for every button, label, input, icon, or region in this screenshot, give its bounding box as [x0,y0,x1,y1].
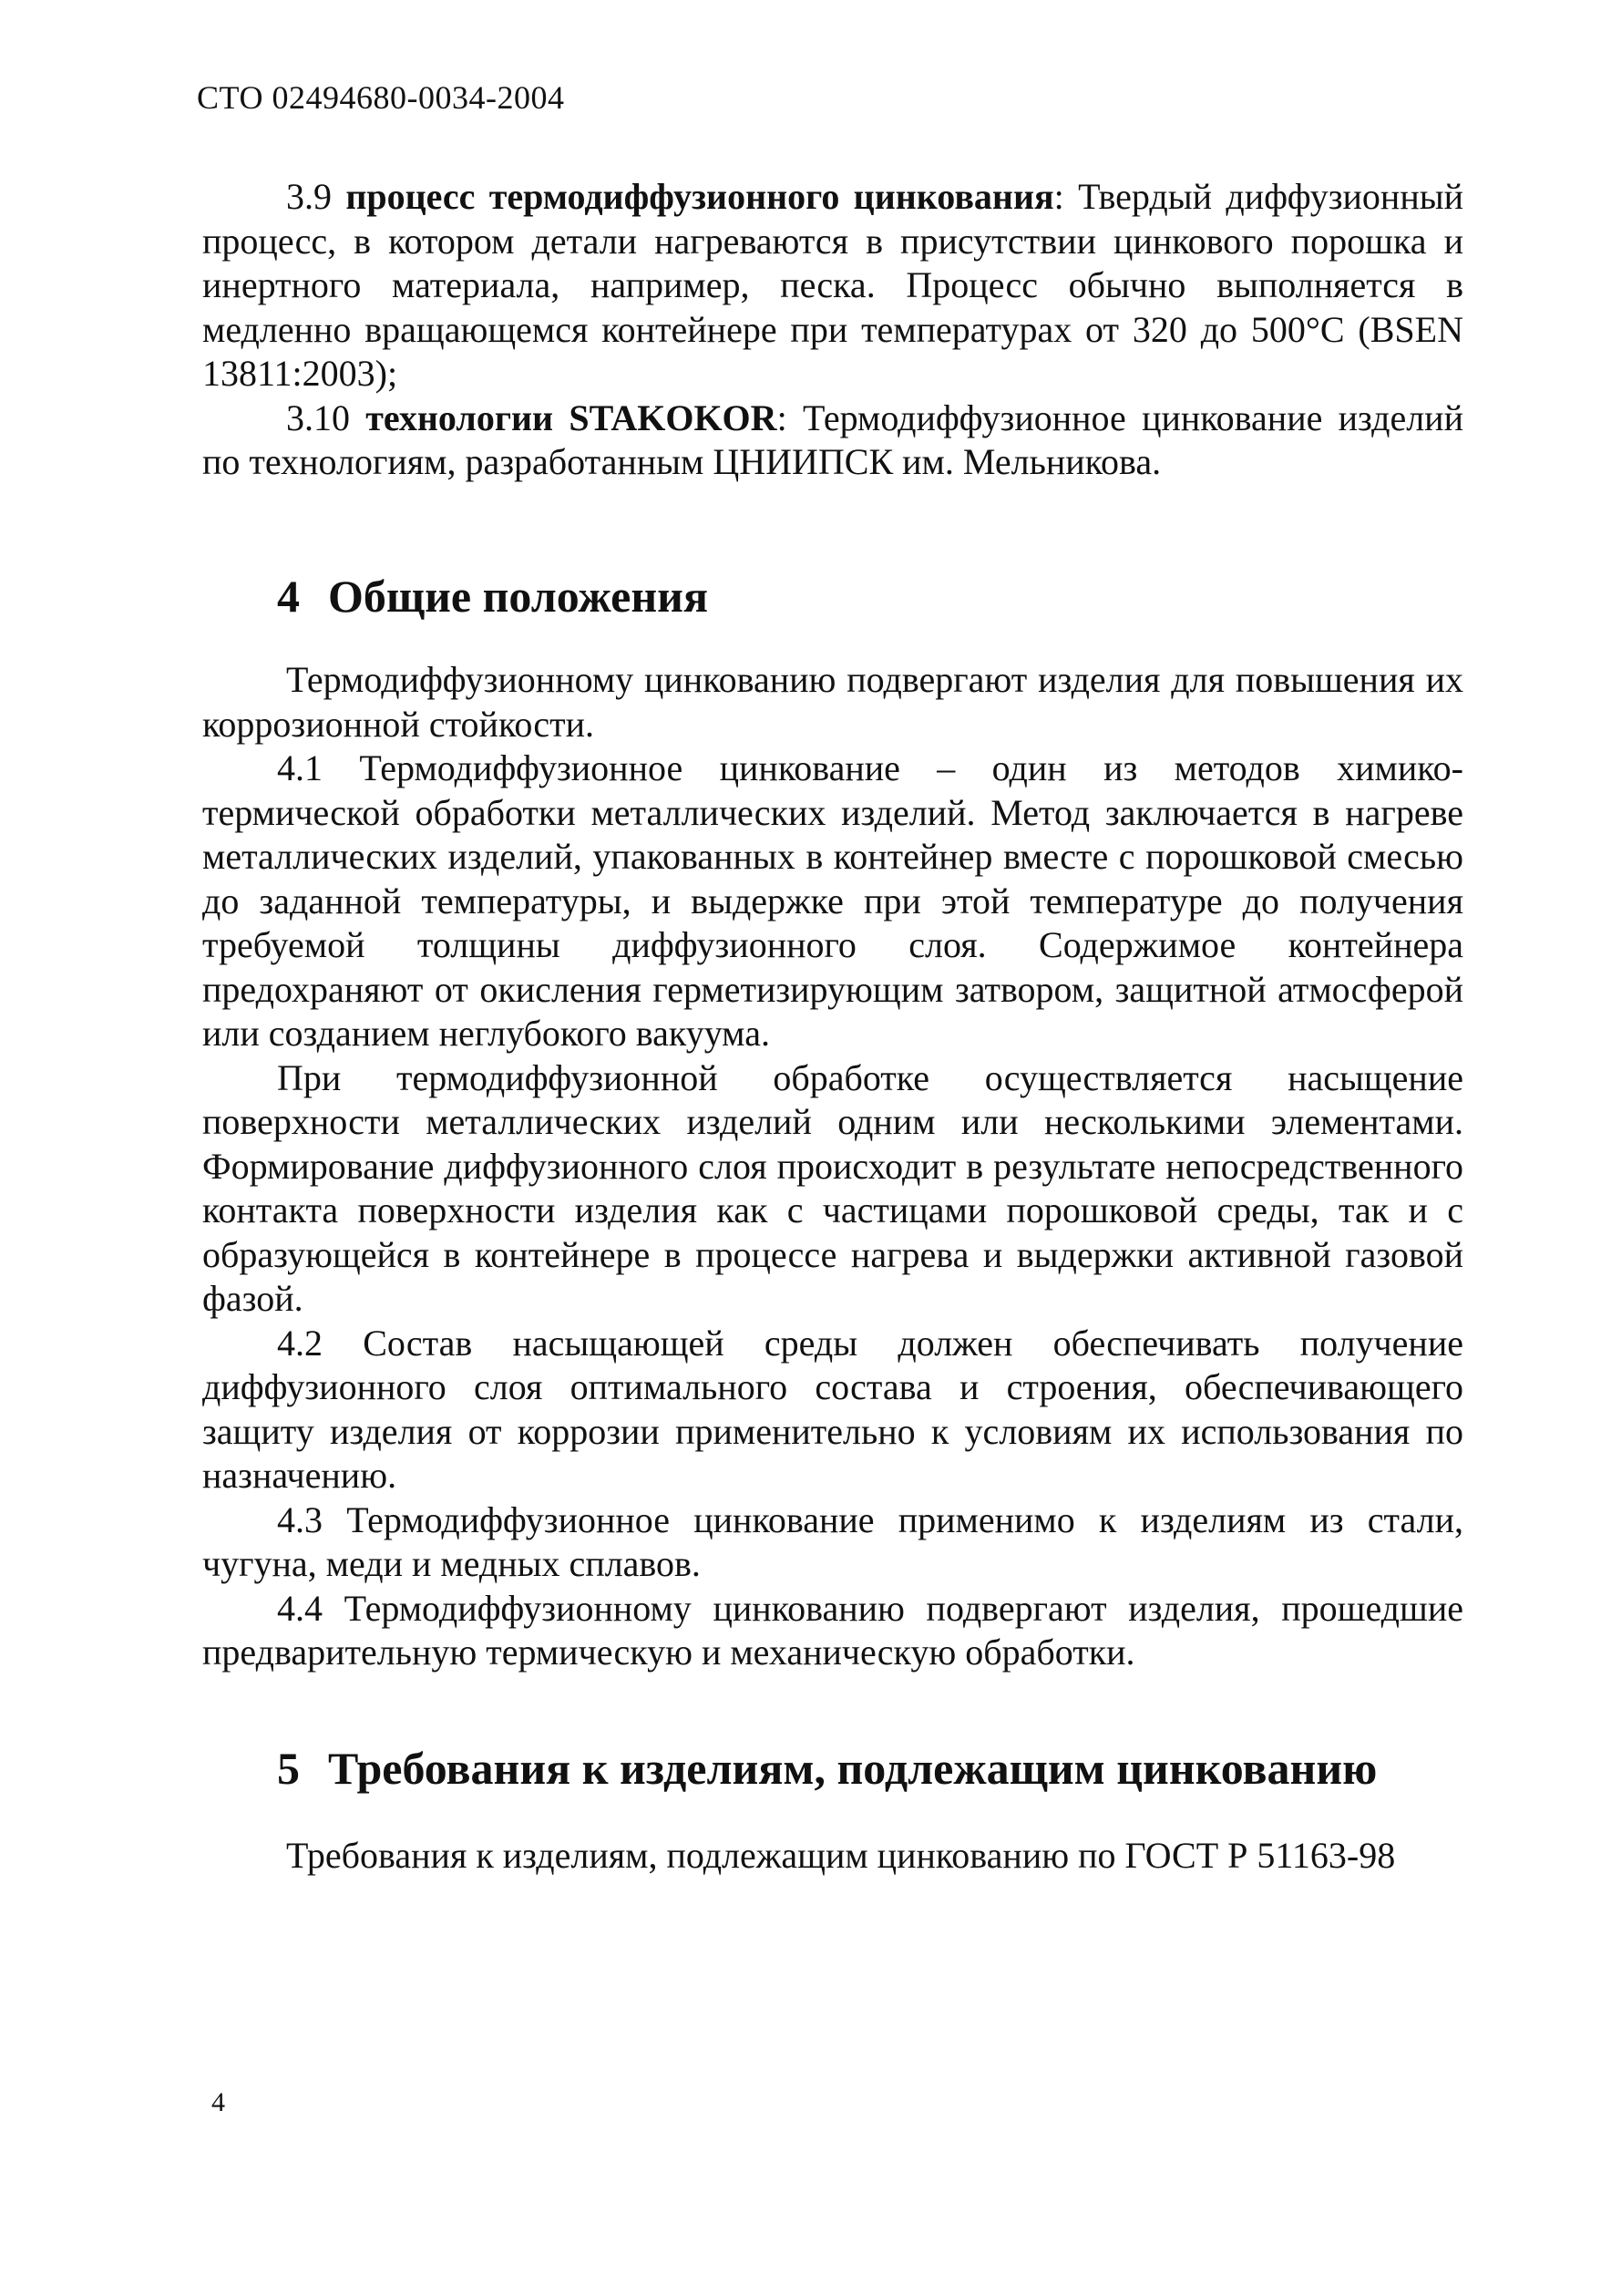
paragraph-4-3: 4.3 Термодиффузионное цинкование применимо к изделиям из стали, чугуна, меди и медных сплавов. [202,1498,1463,1584]
definition-3-10 [202,396,1463,485]
section-4-heading [277,569,708,623]
paragraph-4-1-cont: При термодиффузионной обработке осуществляется насыщение поверхности металлических изделий одним или несколькими элементами. Формирование диффузионного слоя происходит в результате непосредственного контакта поверхности изделия как с частицами порошковой среды, так и с образующейся в контейнере в процессе нагрева и выдержки активной газовой фазой. [202,1056,1463,1319]
definition-3-9 [202,175,1463,396]
section-title: Требования к изделиям, подлежащим цинкованию [328,1743,1378,1794]
page-number: 4 [211,2087,225,2117]
definition-number: 3.10 [286,396,350,438]
definitions-block [202,175,1463,485]
definition-text: : Термодиффузионное цинкование изделий по технологиям, разработанным ЦНИИПСК им. Мельникова. [202,396,1463,482]
section-number: 5 [277,1743,300,1794]
section-title: Общие положения [328,571,709,622]
paragraph-4-4: 4.4 Термодиффузионному цинкованию подвергают изделия, прошедшие предварительную термическую и механическую обработки. [202,1587,1463,1673]
definition-number: 3.9 [286,176,332,217]
section-5-body [202,1834,1463,1879]
section-4-intro: Термодиффузионному цинкованию подвергают изделия для повышения их коррозионной стойкости. [202,659,1463,745]
definition-term: процесс термодиффузионного цинкования [345,176,1054,217]
section-4-body [202,658,1463,1675]
section-number: 4 [277,571,300,622]
section-5-text: Требования к изделиям, подлежащим цинкованию по ГОСТ Р 51163-98 [286,1835,1396,1876]
paragraph-4-2: 4.2 Состав насыщающей среды должен обеспечивать получение диффузионного слоя оптимального состава и строения, обеспечивающего защиту изделия от коррозии применительно к условиям их использования по назначению. [202,1322,1463,1496]
document-code: СТО 02494680-0034-2004 [197,79,565,116]
section-5-heading [277,1741,1377,1796]
definition-term: технологии STAKOKOR [365,396,777,438]
definition-text: : Твердый диффузионный процесс, в котором детали нагреваются в присутствии цинкового порошка и инертного материала, например, песка. Процесс обычно выполняется в медленно вращающемся контейнере при температурах от 320 до 500°С (BSEN 13811:2003); [202,176,1464,394]
paragraph-4-1: 4.1 Термодиффузионное цинкование – один из методов химико-термической обработки металлических изделий. Метод заключается в нагреве металлических изделий, упакованных в контейнер вместе с порошковой смесью до заданной температуры, и выдержке при этой температуре до получения требуемой толщины диффузионного слоя. Содержимое контейнера предохраняют от окисления герметизирующим затвором, защитной атмосферой или созданием неглубокого вакуума. [202,747,1463,1054]
